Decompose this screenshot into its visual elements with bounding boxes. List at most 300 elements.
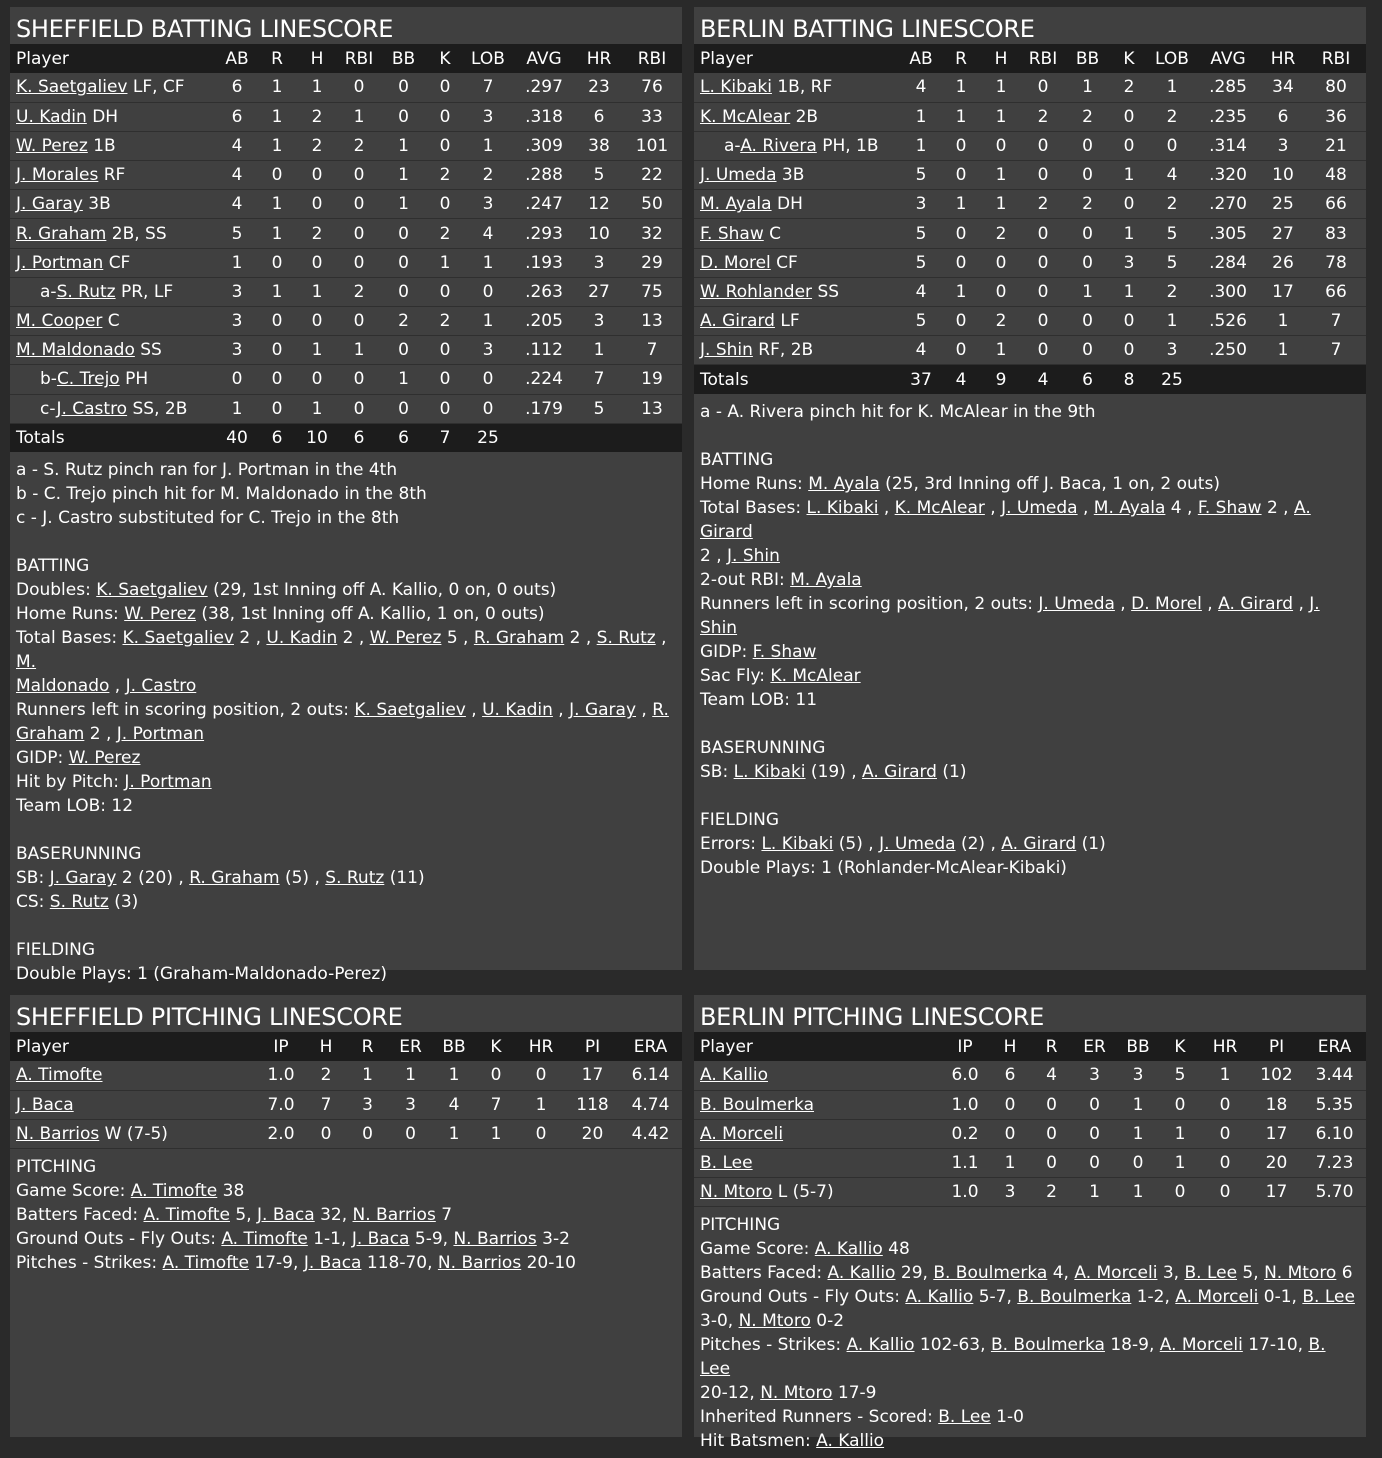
stat-cell: 1 — [271, 106, 283, 127]
player-link[interactable]: U. Kadin — [266, 628, 338, 649]
col-header: RBI — [1028, 48, 1058, 69]
player-link[interactable]: A. Timofte — [143, 1205, 230, 1226]
stat-cell: 1 — [995, 194, 1007, 215]
player-row — [10, 1119, 682, 1148]
player-link[interactable]: M. Cooper — [16, 311, 103, 332]
note-line — [700, 640, 1360, 664]
player-link[interactable]: J. Morales — [16, 165, 99, 186]
player-link[interactable]: M. Ayala — [808, 474, 880, 495]
player-link[interactable]: B. Boulmerka — [1017, 1287, 1132, 1308]
player-link[interactable]: A. Kallio — [816, 1431, 885, 1452]
player-link[interactable]: J. Garay — [16, 194, 83, 215]
note-line — [700, 496, 1360, 544]
player-position: RF, 2B — [758, 340, 814, 361]
stat-cell: 7 — [1330, 311, 1342, 332]
player-link[interactable]: B. Boulmerka — [700, 1094, 815, 1115]
note-text: Batters Faced: — [700, 1263, 828, 1284]
stat-cell: 83 — [1325, 223, 1347, 244]
player-link[interactable]: R. — [652, 700, 669, 721]
stat-cell: 0 — [353, 398, 365, 419]
stat-cell: 0 — [439, 369, 451, 390]
player-link[interactable]: R. Graham — [16, 223, 107, 244]
player-position: LF — [780, 311, 800, 332]
player-link[interactable]: K. Saetgaliev — [16, 77, 128, 98]
totals-label: Totals — [16, 428, 65, 449]
stat-cell: 48 — [1325, 165, 1347, 186]
stat-cell: 1 — [955, 106, 967, 127]
player-cell — [10, 394, 217, 423]
player-link[interactable]: J. Umeda — [1001, 498, 1078, 519]
stat-cell: 3 — [231, 340, 243, 361]
player-link[interactable]: M. Ayala — [700, 194, 772, 215]
note-text: Runners left in scoring position, 2 outs: — [700, 594, 1039, 615]
player-position: C — [769, 223, 782, 244]
player-link[interactable]: K. Saetgaliev — [122, 628, 234, 649]
stat-cell: .250 — [1209, 340, 1247, 361]
player-link[interactable]: J. Umeda — [879, 834, 956, 855]
player-link[interactable]: A. Kallio — [905, 1287, 974, 1308]
note-text: (25, 3rd Inning off J. Baca, 1 on, 2 outs) — [879, 474, 1220, 495]
player-link[interactable]: A. Morceli — [1159, 1335, 1243, 1356]
player-link[interactable]: D. Morel — [1131, 594, 1202, 615]
player-link[interactable]: N. Barrios — [16, 1123, 100, 1144]
stat-cell: 0 — [439, 398, 451, 419]
note-line — [16, 458, 676, 482]
note-line — [16, 602, 676, 626]
player-link[interactable]: L. Kibaki — [700, 77, 772, 98]
stat-cell: 7 — [593, 369, 605, 390]
stat-cell: 23 — [588, 77, 610, 98]
note-line — [16, 1227, 676, 1251]
stat-cell: 1 — [353, 106, 365, 127]
stat-cell: 5.35 — [1315, 1094, 1354, 1115]
col-header: H — [310, 48, 324, 69]
stat-cell: 3.44 — [1315, 1065, 1354, 1086]
stat-cell: 7.0 — [267, 1094, 295, 1115]
player-link[interactable]: A. Timofte — [16, 1065, 103, 1086]
player-link[interactable]: K. Saetgaliev — [354, 700, 466, 721]
player-link[interactable]: W. Perez — [16, 135, 88, 156]
stat-cell: 0 — [311, 369, 323, 390]
panel-title: SHEFFIELD BATTING LINESCORE — [16, 15, 394, 43]
stat-cell: 0 — [311, 165, 323, 186]
player-position: DH — [776, 194, 803, 215]
note-text: 7 — [435, 1205, 453, 1226]
player-link[interactable]: N. Mtoro — [700, 1182, 773, 1203]
player-link[interactable]: J. Portman — [16, 252, 104, 273]
game-notes — [694, 394, 1366, 880]
player-link[interactable]: N. Barrios — [453, 1229, 537, 1250]
player-link[interactable]: L. Kibaki — [806, 498, 879, 519]
game-notes — [10, 452, 682, 986]
stat-cell: .526 — [1209, 311, 1247, 332]
player-link[interactable]: A. Girard — [700, 498, 1311, 543]
col-header: BB — [1075, 48, 1100, 69]
panel-title: SHEFFIELD PITCHING LINESCORE — [16, 1003, 403, 1031]
player-link[interactable]: B. Lee — [1302, 1287, 1355, 1308]
player-link[interactable]: W. Perez — [68, 748, 141, 769]
stat-cell: 1 — [955, 77, 967, 98]
stat-cell: 0 — [398, 223, 409, 244]
stat-cell: 3 — [1277, 135, 1289, 156]
player-link[interactable]: A. Girard — [700, 311, 775, 332]
note-text: Pitches - Strikes: — [700, 1335, 847, 1356]
sheffield-batting-panel — [10, 7, 682, 985]
note-text: (3) — [108, 892, 139, 913]
player-link[interactable]: C. Trejo — [56, 369, 120, 390]
stat-cell: 0 — [1219, 1123, 1231, 1144]
stat-cell: 20 — [581, 1123, 604, 1144]
player-link[interactable]: J. Garay — [569, 700, 637, 721]
stat-cell: 2 — [439, 223, 451, 244]
stat-cell: 1 — [398, 369, 409, 390]
player-position: C — [107, 311, 120, 332]
player-link[interactable]: A. Girard — [1218, 594, 1294, 615]
player-link[interactable]: A. Rivera — [740, 135, 817, 156]
stat-cell: 0 — [353, 223, 365, 244]
player-link[interactable]: N. Barrios — [437, 1253, 522, 1274]
player-cell — [10, 161, 217, 190]
player-row — [694, 307, 1366, 336]
player-cell — [10, 248, 217, 277]
stat-cell: 1 — [398, 165, 409, 186]
stat-cell: 0 — [439, 281, 451, 302]
stat-cell: .293 — [525, 223, 563, 244]
stat-cell: .205 — [525, 311, 563, 332]
player-link[interactable]: U. Kadin — [482, 700, 553, 721]
stat-cell: 0 — [1037, 311, 1049, 332]
player-link[interactable]: R. Graham — [189, 868, 280, 889]
player-link[interactable]: J. Umeda — [700, 165, 777, 186]
col-header: R — [1045, 1036, 1058, 1057]
note-text: CS: — [16, 892, 50, 913]
player-cell — [10, 336, 217, 365]
stat-cell: 0 — [1219, 1153, 1231, 1174]
player-row — [694, 277, 1366, 306]
note-line — [16, 770, 676, 794]
player-link[interactable]: J. Baca — [257, 1205, 315, 1226]
stat-cell: 0 — [1082, 165, 1093, 186]
player-link[interactable]: F. Shaw — [700, 223, 764, 244]
player-link[interactable]: S. Rutz — [56, 281, 116, 302]
stat-cell: 3 — [1089, 1065, 1100, 1086]
player-cell — [694, 307, 901, 336]
player-position: 1B, RF — [777, 77, 833, 98]
player-row — [694, 1178, 1366, 1207]
stat-cell: 6 — [231, 77, 243, 98]
player-link[interactable]: A. Morceli — [1074, 1263, 1158, 1284]
player-link[interactable]: B. Lee — [1184, 1263, 1238, 1284]
spacer — [700, 424, 1360, 448]
player-link[interactable]: J. Castro — [56, 398, 128, 419]
stat-cell: 5 — [915, 223, 927, 244]
player-row — [10, 102, 682, 131]
col-header: ERA — [1317, 1036, 1352, 1057]
note-text: a - A. Rivera pinch hit for K. McAlear in the 9th — [700, 402, 1096, 423]
player-link[interactable]: J. Baca — [16, 1094, 74, 1115]
player-link[interactable]: K. Saetgaliev — [96, 580, 208, 601]
stat-cell: 6.0 — [951, 1065, 979, 1086]
stat-cell: 1 — [1082, 281, 1093, 302]
stat-cell: 5 — [593, 165, 605, 186]
note-line — [16, 794, 676, 818]
note-text: 3-2 — [536, 1229, 570, 1250]
player-row — [10, 1090, 682, 1119]
player-link[interactable]: N. Mtoro — [1264, 1263, 1337, 1284]
header-row — [10, 1032, 682, 1061]
note-text: 1-2, — [1131, 1287, 1176, 1308]
player-cell — [10, 1119, 256, 1148]
note-text: Game Score: — [700, 1239, 815, 1260]
player-link[interactable]: J. Garay — [49, 868, 117, 889]
stat-cell: 10 — [588, 223, 610, 244]
stat-cell: 1 — [995, 106, 1007, 127]
stat-cell: 2 — [353, 135, 365, 156]
note-text: , — [1293, 594, 1310, 615]
player-link[interactable]: A. Timofte — [130, 1181, 218, 1202]
spacer — [700, 712, 1360, 736]
note-line — [700, 568, 1360, 592]
note-text: Errors: — [700, 834, 762, 855]
player-link[interactable]: J. Umeda — [1038, 594, 1115, 615]
note-text: Team LOB: 12 — [16, 796, 134, 817]
stat-cell: .305 — [1209, 223, 1247, 244]
col-header: RBI — [1321, 48, 1351, 69]
stat-cell: 1 — [405, 1065, 416, 1086]
stat-cell: 36 — [1325, 106, 1347, 127]
note-text: BASERUNNING — [16, 844, 142, 865]
stat-cell: 1 — [1174, 1123, 1186, 1144]
note-text: PITCHING — [700, 1215, 781, 1236]
player-link[interactable]: U. Kadin — [16, 106, 87, 127]
player-link[interactable]: R. Graham — [473, 628, 565, 649]
note-text: 6 — [1336, 1263, 1353, 1284]
player-link[interactable]: L. Kibaki — [733, 762, 806, 783]
player-row — [694, 102, 1366, 131]
stat-cell: 0 — [1089, 1094, 1100, 1115]
stat-cell: .112 — [525, 340, 563, 361]
player-link[interactable]: J. Castro — [125, 676, 197, 697]
player-link[interactable]: A. Girard — [1001, 834, 1077, 855]
stat-cell: 2 — [995, 311, 1007, 332]
player-link[interactable]: J. Portman — [124, 772, 212, 793]
stat-cell: 4 — [231, 165, 243, 186]
player-link[interactable]: B. Boulmerka — [933, 1263, 1048, 1284]
player-position: 3B — [88, 194, 111, 215]
note-text: GIDP: — [16, 748, 69, 769]
stat-cell: 7 — [646, 340, 658, 361]
player-link[interactable]: A. Kallio — [700, 1065, 768, 1086]
note-text: (1) — [1076, 834, 1106, 855]
stat-cell: 1.0 — [267, 1065, 295, 1086]
player-cell — [10, 131, 217, 160]
stat-cell: 1 — [311, 281, 323, 302]
stat-cell: 1 — [271, 281, 283, 302]
note-text: BATTING — [700, 450, 774, 471]
player-cell — [694, 1061, 940, 1090]
player-position: L (5-7) — [777, 1182, 834, 1203]
stat-cell: 0 — [1082, 252, 1093, 273]
col-header: ER — [399, 1036, 422, 1057]
player-link[interactable]: J. Portman — [116, 724, 205, 745]
player-row — [10, 277, 682, 306]
stat-cell: 5 — [915, 311, 927, 332]
player-link[interactable]: Graham — [16, 724, 85, 745]
player-link[interactable]: D. Morel — [700, 252, 771, 273]
player-link[interactable]: J. Shin — [700, 594, 1320, 639]
note-text: Total Bases: — [16, 628, 123, 649]
note-text: Hit by Pitch: — [16, 772, 125, 793]
player-row — [10, 190, 682, 219]
stat-cell: 1 — [1004, 1153, 1016, 1174]
player-link[interactable]: W. Perez — [369, 628, 442, 649]
note-text: 5, — [229, 1205, 258, 1226]
note-text: 29, — [895, 1263, 934, 1284]
berlin-pitching-panel — [694, 995, 1366, 1452]
note-line — [16, 1203, 676, 1227]
player-link[interactable]: A. Timofte — [162, 1253, 250, 1274]
stat-cell: .318 — [525, 106, 563, 127]
player-cell — [694, 219, 901, 248]
note-text: 17-9 — [832, 1383, 877, 1404]
player-link[interactable]: J. Baca — [303, 1253, 362, 1274]
note-text: (2) , — [955, 834, 1002, 855]
note-text: (5) , — [833, 834, 880, 855]
stat-cell: 1 — [231, 252, 243, 273]
player-cell — [10, 277, 217, 306]
player-link[interactable]: N. Mtoro — [760, 1383, 833, 1404]
player-link[interactable]: A. Morceli — [1175, 1287, 1259, 1308]
stat-cell: 0 — [955, 311, 967, 332]
player-link[interactable]: M. — [16, 652, 37, 673]
player-link[interactable]: W. Perez — [124, 604, 196, 625]
player-link[interactable]: B. Lee — [700, 1335, 1326, 1380]
player-row — [10, 394, 682, 423]
note-text: 2 (20) , — [116, 868, 190, 889]
player-link[interactable]: F. Shaw — [752, 642, 817, 663]
stat-cell: 0 — [995, 252, 1007, 273]
note-line — [16, 746, 676, 770]
totals-cell: 7 — [439, 428, 451, 449]
player-cell — [694, 102, 901, 131]
player-link[interactable]: J. Shin — [727, 546, 780, 567]
player-link[interactable]: K. McAlear — [700, 106, 791, 127]
stat-cell: 5 — [231, 223, 243, 244]
note-text: 5, — [1237, 1263, 1265, 1284]
note-text: (5) , — [279, 868, 326, 889]
stat-cell: 1 — [995, 165, 1007, 186]
player-link[interactable]: Maldonado — [16, 676, 110, 697]
stat-cell: 1 — [593, 340, 605, 361]
totals-row — [694, 365, 1366, 394]
stat-cell: 3 — [1123, 252, 1135, 273]
stat-cell: 1 — [1166, 311, 1178, 332]
note-line — [700, 1285, 1360, 1309]
stat-cell: .309 — [525, 135, 563, 156]
totals-cell: 25 — [1161, 369, 1183, 390]
note-text: Pitches - Strikes: — [16, 1253, 163, 1274]
stat-cell: 1 — [1123, 165, 1135, 186]
col-header: IP — [273, 1036, 289, 1057]
player-link[interactable]: B. Lee — [938, 1407, 991, 1428]
stat-cell: 5 — [1166, 223, 1178, 244]
col-header: RBI — [344, 48, 374, 69]
stat-cell: 4 — [231, 194, 243, 215]
player-link[interactable]: F. Shaw — [1197, 498, 1262, 519]
note-text: 2-out RBI: — [700, 570, 791, 591]
player-link[interactable]: A. Kallio — [814, 1239, 883, 1260]
stat-cell: 12 — [588, 194, 610, 215]
note-line — [700, 736, 1360, 760]
note-text: a - S. Rutz pinch ran for J. Portman in the 4th — [16, 460, 398, 481]
totals-cell: 25 — [477, 428, 499, 449]
player-link[interactable]: A. Timofte — [221, 1229, 308, 1250]
player-link[interactable]: M. Maldonado — [16, 340, 135, 361]
player-link[interactable]: J. Baca — [351, 1229, 410, 1250]
totals-cell — [576, 423, 622, 452]
stat-cell: .270 — [1209, 194, 1247, 215]
player-row — [10, 365, 682, 394]
player-link[interactable]: N. Mtoro — [738, 1311, 811, 1332]
note-line — [16, 674, 676, 698]
note-text: BASERUNNING — [700, 738, 826, 759]
note-text: Double Plays: 1 (Graham-Maldonado-Perez) — [16, 964, 387, 985]
player-row — [10, 131, 682, 160]
player-link[interactable]: K. McAlear — [894, 498, 985, 519]
player-link[interactable]: A. Kallio — [846, 1335, 915, 1356]
stat-cell: 3 — [1166, 340, 1178, 361]
player-link[interactable]: L. Kibaki — [761, 834, 834, 855]
note-text: FIELDING — [700, 810, 779, 831]
note-line — [700, 760, 1360, 784]
player-link[interactable]: M. Ayala — [790, 570, 862, 591]
col-header: AVG — [1210, 48, 1246, 69]
player-link[interactable]: M. Ayala — [1093, 498, 1166, 519]
player-position: DH — [92, 106, 119, 127]
col-header: AB — [909, 48, 933, 69]
note-line — [700, 832, 1360, 856]
note-text: Total Bases: — [700, 498, 807, 519]
stat-cell: 2 — [320, 1065, 332, 1086]
note-line — [16, 1179, 676, 1203]
note-text: Runners left in scoring position, 2 outs: — [16, 700, 355, 721]
player-link[interactable]: S. Rutz — [49, 892, 109, 913]
player-link[interactable]: S. Rutz — [596, 628, 656, 649]
player-link[interactable]: B. Lee — [700, 1153, 753, 1174]
stat-cell: 0 — [482, 281, 494, 302]
player-row — [10, 161, 682, 190]
player-link[interactable]: J. Shin — [700, 340, 753, 361]
note-text: (38, 1st Inning off A. Kallio, 1 on, 0 outs) — [195, 604, 545, 625]
player-link[interactable]: S. Rutz — [325, 868, 385, 889]
col-header: HR — [1212, 1036, 1238, 1057]
stat-cell: 0 — [482, 398, 494, 419]
player-link[interactable]: A. Kallio — [827, 1263, 896, 1284]
note-text: (29, 1st Inning off A. Kallio, 0 on, 0 outs) — [207, 580, 557, 601]
player-link[interactable]: K. McAlear — [770, 666, 861, 687]
note-text: Team LOB: 11 — [700, 690, 818, 711]
note-text: 5-9, — [409, 1229, 454, 1250]
player-row — [10, 336, 682, 365]
player-link[interactable]: A. Morceli — [700, 1123, 784, 1144]
note-text: Game Score: — [16, 1181, 131, 1202]
col-header: AB — [225, 48, 249, 69]
player-link[interactable]: A. Girard — [862, 762, 937, 783]
player-link[interactable]: N. Barrios — [352, 1205, 436, 1226]
player-link[interactable]: W. Rohlander — [700, 281, 813, 302]
player-link[interactable]: B. Boulmerka — [990, 1335, 1105, 1356]
col-header: RBI — [637, 48, 667, 69]
